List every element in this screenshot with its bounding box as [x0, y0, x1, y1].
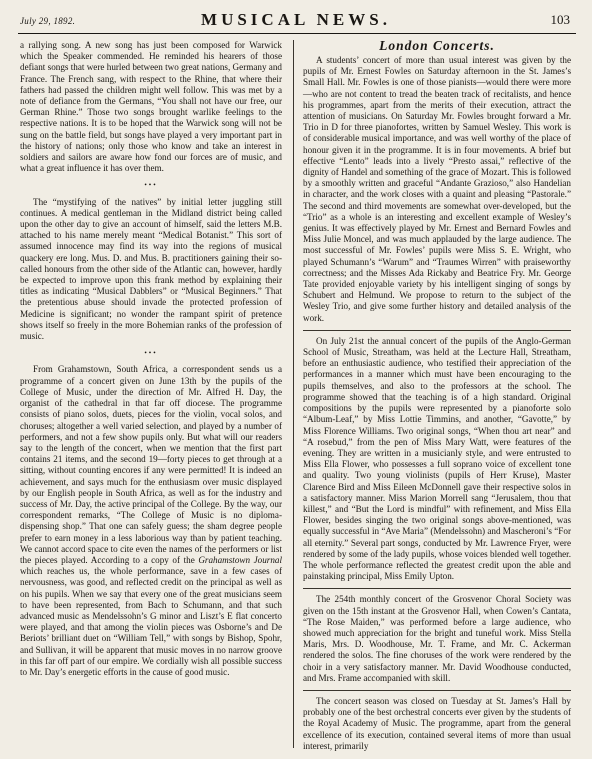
warwick-song-paragraph: a rallying song. A new song has just been composed for Warwick which the Speaker commended. He reminded his hearers of those defiant songs that were hurled between two great nations, Germany and France. The French sang, with respect to the Rhine, that where their fathers had passed the children might well follow. This was met by a note of defiance from the Germans, “You shall not have our free, our German Rhine.” Those two songs brought warlike feelings to the respective nations. It is to be hoped that the Warwick song will not be sung on the battle field, but songs have played a very important part in the history of nations; only those who know and take an interest in soldiers and sailors are aware how fond our forces are of music, and what a great influence it has over them.	[20, 40, 282, 174]
fowles-concert-paragraph: A students’ concert of more than usual interest was given by the pupils of Mr. Ernest Fowles on Saturday afternoon in the St. James’s Small Hall. Mr. Fowles is one of those pianists—would there were more—who are not content to tread the beaten track of recitalists, and hence his programmes, apart from the merits of their execution, attract the attention of musicians. On Saturday Mr. Fowles brought forward a Mr. Trio in D for three pianofortes, written by Samuel Wesley. This work is of considerable musical importance, and was well worthy of the place of honour given it in the programme. It is in four movements. A brief but effective “Lento” leads into a lively “Presto assai,” reflective of the dignity of Handel and something of the grace of Mozart. This is followed by a smoothly written and graceful “Andante Grazioso,” also Handelian in character, and the work closes with a quaint and pleasing “Pastorale.” The second and third movements are somewhat over-developed, but the “Trio” as a whole is an interesting and excellent example of Wesley’s genius. It was effectively played by Mr. Ernest and Bernard Fowles and Miss Julie Moncel, and was much applauded by the large audience. The most successful of Mr. Fowles’ pupils were Miss S. E. Wright, who played Schumann’s “Warum” and “Traumes Wirren” with praiseworthy correctness; and the Misses Ada Rickaby and Beatrice Fry. Mr. George Tate provided enjoyable variety by his intelligent singing of songs by Schubert and Helmund. We propose to return to the subject of the Wesley Trio, and give some further history and detailed analysis of the work.	[303, 55, 571, 323]
left-column	[20, 40, 282, 678]
journal-title: Grahamstown Journal	[198, 554, 282, 565]
medical-botanist-paragraph: The “mystifying of the natives” by initial letter juggling still continues. A medical gentleman in the Midland district being called upon the other day to give an account of himself, said the letters M.B. attached to his name merely meant “Medical Botanist.” This sort of assumed innocence may find its way into the regions of musical quackery ere long. Mus. D. and Mus. B. practitioners gaining their so-called honours from the other side of the Atlantic can, however, hardly be expected to improve upon this frank method by explaining their titles as indicating “Musical Dabblers” or “Musical Beginners.” That the pretentious abuse should invade the protected profession of Medicine is significant; no wonder the rampant spirit of pretence shows itself so freely in the more Bohemian ranks of the profession of music.	[20, 196, 282, 342]
page-number: 103	[550, 12, 570, 27]
section-separator: •••	[144, 349, 158, 358]
issue-date: July 29, 1892.	[20, 16, 76, 26]
column-divider	[293, 40, 294, 748]
page-header	[0, 0, 592, 30]
header-rule	[18, 33, 576, 34]
anglo-german-school-paragraph: On July 21st the annual concert of the pupils of the Anglo-German School of Music, Streatham, was held at the Lecture Hall, Streatham, before an enthusiastic audience, who testified their appreciation of the performances in a manner which must have been encouraging to the pupils themselves, and also to the professors at the school. The programme showed that the teaching is of a high standard. Original compositions by the pupils were represented by a pianoforte solo “Album-Leaf,” by Miss Lottie Timmins, and another, “Gavotte,” by Miss Florence Williams. Two original songs, “When thou art near” and “A rosebud,” from the pen of Miss Mary Watt, were features of the evening. They are written in a musicianly style, and were entrusted to Miss Ella Flower, who possesses a full soprano voice of excellent tone and quality. Two young violinists (pupils of Herr Kruse), Master Clarence Bird and Miss Eileen McDonnell gave their respective solos in a satisfactory manner. Miss Marion Morrell sang “Jerusalem, thou that killest,” and “But the Lord is mindful” with refinement, and Miss Ella Flower, besides singing the two original songs above-mentioned, was equally successful in “Ave Maria” (Mendelssohn) and Mascheroni’s “For all eternity.” Several part songs, conducted by Mr. Lawrence Fryer, were rendered by some of the lady pupils, whose voices blended well together. The whole performance reflected the greatest credit upon the able and painstaking principal, Miss Emily Upton.	[303, 335, 571, 582]
royal-academy-paragraph: The concert season was closed on Tuesday at St. James’s Hall by probably one of the best orchestral concerts ever given by the students of the Royal Academy of Music. The programme, apart from the general excellence of its execution, contained several items of more than usual interest, primarily	[303, 695, 571, 751]
masthead-title: MUSICAL NEWS.	[201, 10, 391, 29]
article-rule	[303, 588, 571, 589]
grosvenor-choral-paragraph: The 254th monthly concert of the Grosvenor Choral Society was given on the 15th instant at the Grosvenor Hall, when Cowen’s Cantata, “The Rose Maiden,” was performed before a large audience, who showed much appreciation for the bright and tuneful work. Miss Stella Maris, Mrs. D. Woodhouse, Mr. T. Frame, and Mr. C. Ackerman rendered the solos. The fine choruses of the work were rendered by the choir in a very satisfactory manner. Mr. David Woodhouse conducted, and Mrs. Frame accompanied with skill.	[303, 594, 571, 683]
section-heading: London Concerts.	[379, 38, 495, 53]
article-rule	[303, 330, 571, 331]
article-rule	[303, 690, 571, 691]
section-separator: •••	[144, 181, 158, 190]
right-column	[303, 55, 571, 752]
grahamstown-paragraph: From Grahamstown, South Africa, a correspondent sends us a programme of a concert given on June 13th by the pupils of the College of Music, under the direction of Mr. Alfred H. Day, the organist of the cathedral in that far off diocese. The programme consists of piano solos, duets, pieces for the violin, vocal solos, and choruses; altogether a well varied selection, and played by a number of performers, and not a few show pupils only. But what will our readers say to the length of the concert, when we mention that the first part contains 21 items, and the second 19—forty pieces to get through at a sitting, without counting encores if any were permitted! It is indeed an achievement, and says much for the enthusiasm over music displayed by our English people in South Africa, as well as for the industry and success of Mr. Day, the active principal of the College. By the way, our correspondent remarks, “The College of Music is no diploma-dispensing shop.” That one can safely guess; the sham degree people prefer to earn money in a less laborious way than by patient teaching. We cannot accord space to cite even the names of the performers or list the pieces played. According to a copy of the Grahamstown Journal which reaches us, the whole performance, save in a few cases of nervousness, was good, and reflected credit on the principal as well as on his pupils. When we say that every one of the great musicians seem to have been represented, from Bach to Schumann, and that such advanced music as Mendelssohn’s G minor and Liszt’s E flat concerto were played, and that among the violin pieces was Osborne’s and De Beriots’ brilliant duet on “William Tell,” with songs by Bishop, Spohr, and Sullivan, it will be apparent that music moves in no narrow groove in this far off part of our empire. We cordially wish all possible success to Mr. Day’s energetic efforts in the cause of good music.	[20, 364, 282, 677]
